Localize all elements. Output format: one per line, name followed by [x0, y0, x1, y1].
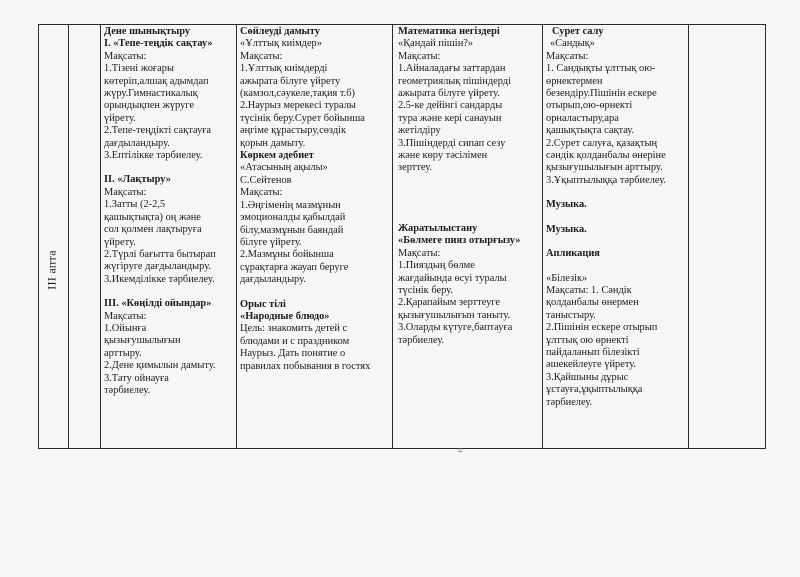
- label-column-divider-a: [68, 24, 69, 449]
- text-line: өрнектермен: [546, 75, 603, 87]
- text-line: 1.Пияздың бөлме: [398, 260, 475, 272]
- text-line: 3.Пішіндерді сипап сезу: [398, 137, 506, 149]
- goal-label: Мақсаты:: [104, 50, 147, 62]
- text-line: жағдайында өсуі туралы: [398, 272, 507, 284]
- text-line: әшекейлеуге үйрету.: [546, 359, 636, 371]
- subject-title: Орыс тілі: [240, 298, 286, 310]
- text-line: 2.Наурыз мерекесі туралы: [240, 100, 356, 112]
- lesson-title: «Білезік»: [546, 272, 588, 284]
- text-line: қызығушылығын арттыру.: [546, 162, 663, 174]
- cell-physical-education: [104, 26, 234, 397]
- lesson-title: І. «Тепе-теңдік сақтау»: [104, 38, 213, 50]
- text-line: 3.Ұқыптылыққа тәрбиелеу.: [546, 174, 666, 186]
- text-line: Цель: знакомить детей с: [240, 323, 348, 335]
- text-line: 1.Әңгіменің мазмұнын: [240, 199, 341, 211]
- lesson-title: ІІІ. «Көңілді ойындар»: [104, 298, 212, 310]
- text-line: 2.5-ке дейінгі сандарды: [398, 100, 503, 112]
- text-line: дағдыландыру.: [104, 137, 170, 149]
- text-line: және көру тәсілімен: [398, 150, 488, 162]
- text-line: қорын дамыту.: [240, 137, 306, 149]
- text-line: қызығушылығын таныту.: [398, 309, 511, 321]
- text-line: жетілдіру: [398, 125, 441, 137]
- text-line: 2.Сурет салуға, қазақтың: [546, 137, 658, 149]
- text-line: 2.Тепе-теңдікті сақтауға: [104, 125, 212, 137]
- label-column-divider-b: [100, 24, 101, 449]
- cell-drawing: [546, 26, 687, 409]
- lesson-title: «Атасының ақылы»: [240, 162, 328, 174]
- subject-title: Математика негіздері: [398, 26, 500, 37]
- table-right-border: [765, 24, 766, 449]
- text-line: 2.Дене қимылын дамыту.: [104, 360, 216, 372]
- text-line: қашықтықта сақтау.: [546, 125, 635, 137]
- goal-label: Мақсаты:: [104, 310, 147, 322]
- subject-title: Апликация: [546, 248, 600, 260]
- text-line: қолданбалы өнермен: [546, 297, 639, 309]
- subject-title: Жаратылыстану: [398, 222, 478, 234]
- goal-label: Мақсаты:: [398, 50, 441, 62]
- subject-title: Дене шынықтыру: [104, 26, 191, 37]
- text-line: 2.Мазмұны бойынша: [240, 249, 334, 261]
- lesson-title: ІІ. «Лақтыру»: [104, 174, 171, 186]
- text-line: 3.Оларды күтуге,баптауға: [398, 322, 513, 334]
- lesson-title: «Қандай пішін?»: [398, 38, 474, 50]
- text-line: үйрету.: [104, 236, 136, 248]
- goal-label: Мақсаты:: [240, 187, 283, 199]
- lesson-title: «Бөлмеге пияз отырғызу»: [398, 235, 521, 247]
- text-line: тәрбиелеу.: [398, 334, 445, 346]
- text-line: 2.Қарапайым зерттеуге: [398, 297, 501, 309]
- text-line: отырып,ою-өрнекті: [546, 100, 633, 112]
- text-line: зерттеу.: [398, 162, 432, 174]
- text-line: білу,мазмұнын баяндай: [240, 224, 344, 236]
- lesson-title: «Сандық»: [550, 38, 595, 50]
- text-line: ажырата білуге үйрету: [240, 75, 341, 87]
- text-line: (камзол,сәукеле,тақия т.б): [240, 88, 356, 100]
- author-name: С.Сейтенов: [240, 174, 292, 186]
- text-line: арттыру.: [104, 347, 142, 359]
- goal-label: Мақсаты:: [546, 50, 589, 62]
- text-line: 1. Сандықты ұлттық ою-: [546, 63, 656, 75]
- text-line: әңгіме құрастыру,сөздік: [240, 125, 347, 137]
- text-line: 1.Ұлттық киімдерді: [240, 63, 328, 75]
- column-divider-1: [236, 24, 237, 449]
- subject-title: Сурет салу: [552, 26, 604, 37]
- lesson-title: «Народные блюдо»: [240, 310, 330, 322]
- text-line: 1.Затты (2-2,5: [104, 199, 166, 211]
- table-left-border: [38, 24, 39, 449]
- goal-label: Мақсаты: 1. Сәндік: [546, 284, 632, 296]
- text-line: правилах побывания в гостях: [240, 360, 371, 372]
- text-line: 1.Ойынға: [104, 322, 147, 334]
- text-line: ұстауға,ұқыптылыққа: [546, 384, 643, 396]
- text-line: жүгіруге дағдыландыру.: [104, 261, 211, 273]
- text-line: 2.Пішінін ескере отырып: [546, 322, 658, 334]
- column-divider-4: [688, 24, 689, 449]
- week-label: III апта: [44, 250, 59, 290]
- table-bottom-border: [38, 448, 765, 449]
- text-line: 3.Тату ойнауға: [104, 372, 169, 384]
- column-divider-3: [542, 24, 543, 449]
- text-line: түсінік беру.Сурет бойынша: [240, 112, 365, 124]
- goal-label: Мақсаты:: [240, 50, 283, 62]
- text-line: білуге үйрету.: [240, 236, 302, 248]
- text-line: жүру.Гимнастикалық: [104, 88, 198, 100]
- text-line: дағдыландыру.: [240, 274, 306, 286]
- text-line: 3.Икемділікке тәрбиелеу.: [104, 273, 215, 285]
- subject-title: Музыка.: [546, 199, 587, 211]
- text-line: 2.Түрлі бағытта бытырап: [104, 248, 216, 260]
- column-divider-2: [392, 24, 393, 449]
- text-line: сұрақтарға жауап беруге: [240, 261, 349, 273]
- cell-speech-development: [240, 26, 390, 373]
- text-line: 3.Қайшыны дұрыс: [546, 371, 629, 383]
- table-top-border: [38, 24, 765, 25]
- text-line: сәндік қолданбалы өнеріне: [546, 150, 666, 162]
- text-line: орналастыру,ара: [546, 112, 619, 124]
- text-line: тура және кері санауын: [398, 112, 502, 124]
- text-line: түсінік беру.: [398, 284, 453, 296]
- goal-label: Мақсаты:: [398, 247, 441, 259]
- text-line: қызығушылығын: [104, 335, 181, 347]
- text-line: эмоционалды қабылдай: [240, 212, 346, 224]
- text-line: 1.Тізені жоғары: [104, 63, 174, 75]
- lesson-title: «Ұлттық киімдер»: [240, 38, 322, 50]
- goal-label: Мақсаты:: [104, 186, 147, 198]
- text-line: көтеріп,алшақ адымдап: [104, 75, 209, 87]
- text-line: Наурыз. Дать понятие о: [240, 348, 346, 360]
- text-line: пайдаланып білезікті: [546, 346, 640, 358]
- text-line: тәрбиелеу.: [546, 396, 593, 408]
- text-line: қашықтықта) оң және: [104, 211, 201, 223]
- text-line: 1.Айналадағы заттардан: [398, 63, 506, 75]
- cell-mathematics: [398, 26, 540, 347]
- subject-title: Музыка.: [546, 223, 587, 235]
- text-line: безендіру.Пішінін ескере: [546, 88, 657, 100]
- text-line: орындықпен жүруге: [104, 100, 194, 112]
- text-line: геометриялық пішіндерді: [398, 75, 511, 87]
- text-line: блюдами и с праздником: [240, 335, 350, 347]
- text-line: тәрбиелеу.: [104, 384, 151, 396]
- text-line: таныстыру.: [546, 309, 596, 321]
- text-line: сол қолмен лақтыруға: [104, 224, 202, 236]
- subject-title: Көркем әдебиет: [240, 150, 314, 162]
- text-line: ұлттық ою өрнекті: [546, 334, 629, 346]
- subject-title: Сөйлеуді дамыту: [240, 26, 320, 37]
- text-line: ажырата білуге үйрету.: [398, 88, 500, 100]
- text-line: үйрету.: [104, 112, 136, 124]
- text-line: 3.Ептілікке тәрбиелеу.: [104, 150, 203, 162]
- page-number: 4: [458, 446, 462, 455]
